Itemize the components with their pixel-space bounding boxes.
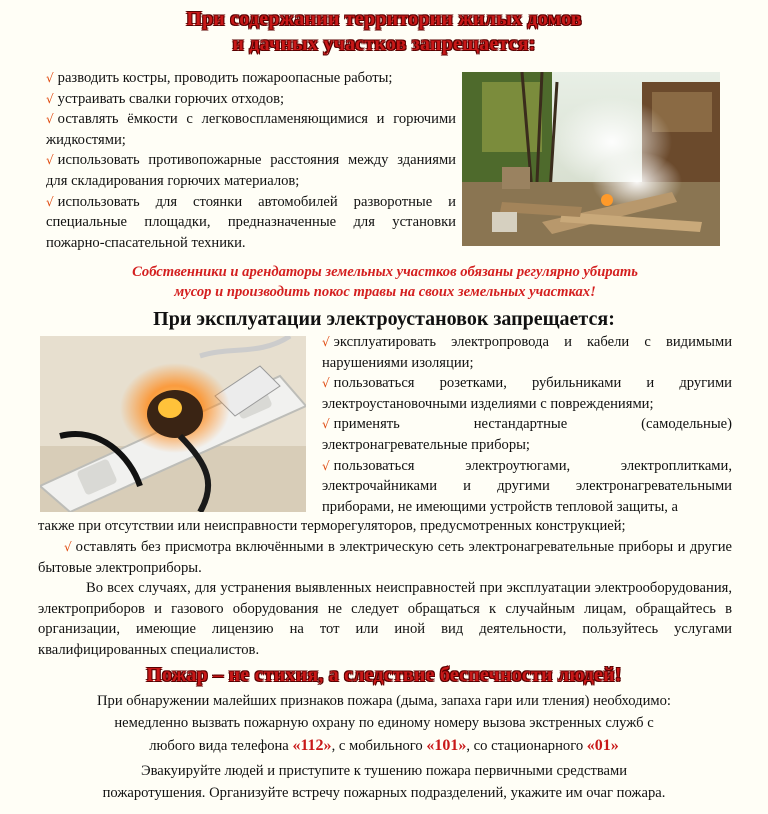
list-item: √ разводить костры, проводить пожароопасные работы;	[46, 70, 393, 86]
emergency-number-112: «112»	[292, 737, 332, 754]
check-icon: √	[322, 458, 330, 473]
section3-line2: немедленно вызвать пожарную охрану по единому номеру вызова экстренных служб с	[114, 715, 654, 731]
list-item: √ устраивать свалки горючих отходов;	[46, 90, 285, 107]
check-icon: √	[64, 540, 72, 554]
list-item: √ пользоваться электроутюгами, электроплитками, электрочайниками и другими электронагревательными приборами, не имеющими устройств тепловой защиты, а	[322, 457, 732, 515]
list-item: √ использовать для стоянки автомобилей разворотные и специальные площадки, предназначенные для установки пожарно-спасательной техники.	[46, 193, 456, 251]
list-item: √ оставлять ёмкости с легковоспламеняющимися и горючими жидкостями;	[46, 111, 456, 148]
burning-power-strip-photo	[40, 336, 306, 512]
section3-line1: При обнаружении малейших признаков пожара (дыма, запаха гари или тления) необходимо:	[97, 693, 671, 709]
check-icon: √	[322, 376, 330, 391]
section2-item5: √ оставлять без присмотра включёнными в электрическую сеть электронагревательные приборы и другие бытовые электроприборы.	[38, 539, 732, 576]
section3-line3: любого вида телефона «112», с мобильного «101», со стационарного «01»	[149, 737, 619, 754]
section1-title-line2: и дачных участков запрещается:	[232, 33, 536, 55]
owners-notice: Собственники и арендаторы земельных участков обязаны регулярно убирать мусор и производить покос травы на своих земельных участках!	[132, 264, 638, 300]
section2-list	[322, 332, 732, 517]
section3-line5: пожаротушения. Организуйте встречу пожарных подразделений, укажите им очаг пожара.	[102, 785, 666, 801]
list-item: √ использовать противопожарные расстояния между зданиями для складирования горючих материалов;	[46, 152, 456, 189]
check-icon: √	[46, 194, 54, 209]
section1-title-line1: При содержании территории жилых домов	[186, 8, 582, 30]
check-icon: √	[322, 335, 330, 349]
emergency-number-101: «101»	[426, 737, 467, 754]
section2-title: При эксплуатации электроустановок запрещается:	[153, 308, 615, 330]
section2-paragraph: Во всех случаях, для устранения выявленных неисправностей при эксплуатации электрооборудования, электроприборов и газового оборудования не следует обращаться к случайным лицам, обращайтесь в организации, имеющие лицензию на тот или иной вид деятельности, пользуйтесь услугами квалифицированных специалистов.	[38, 580, 732, 658]
check-icon: √	[46, 153, 54, 168]
list-item: √ эксплуатировать электропровода и кабели с видимыми нарушениями изоляции;	[322, 334, 732, 371]
emergency-number-01: «01»	[586, 737, 619, 754]
section3-line4: Эвакуируйте людей и приступите к тушению пожара первичными средствами	[140, 763, 628, 779]
list-item: √ пользоваться розетками, рубильниками и другими электроустановочными изделиями с повреждениями;	[322, 375, 732, 412]
check-icon: √	[46, 91, 54, 106]
check-icon: √	[322, 417, 330, 432]
list-item: √ применять нестандартные (самодельные) электронагревательные приборы;	[322, 416, 732, 453]
section1-list	[46, 68, 456, 253]
check-icon: √	[46, 112, 54, 127]
check-icon: √	[46, 71, 54, 85]
section3-title: Пожар – не стихия, а следствие беспечности людей!	[146, 664, 622, 686]
yard-fire-photo	[462, 72, 720, 246]
section2-item4-continuation: также при отсутствии или неисправности терморегуляторов, предусмотренных конструкцией;	[38, 518, 626, 534]
